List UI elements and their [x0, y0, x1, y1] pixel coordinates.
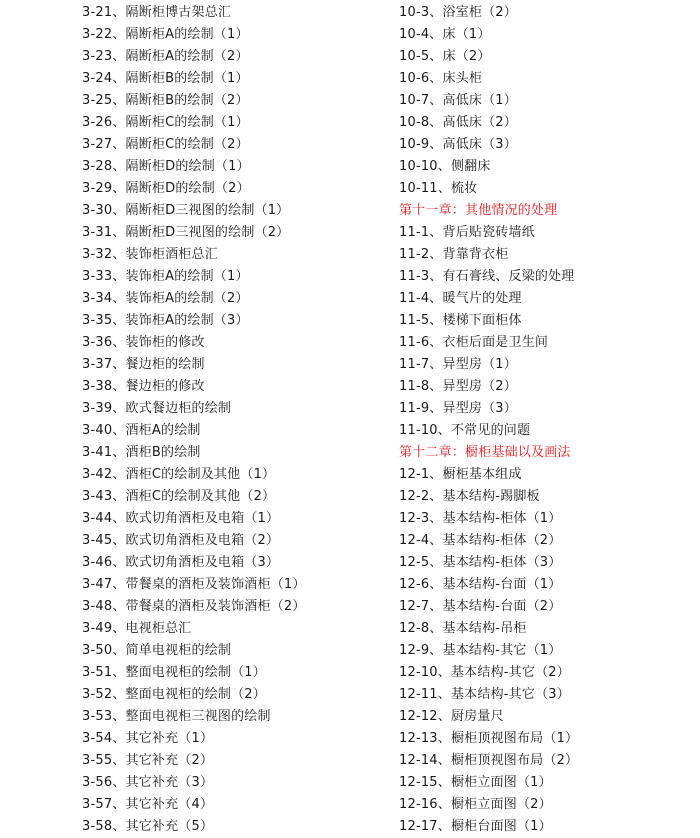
toc-entry[interactable]: 12-9、基本结构-其它（1）: [399, 643, 562, 658]
toc-entry[interactable]: 11-10、不常见的问题: [399, 423, 531, 438]
toc-entry[interactable]: 10-3、浴室柜（2）: [399, 5, 517, 20]
toc-entry[interactable]: 11-9、异型房（3）: [399, 401, 517, 416]
toc-entry[interactable]: 12-17、橱柜台面图（1）: [399, 819, 552, 834]
toc-entry[interactable]: 3-30、隔断柜D三视图的绘制（1）: [82, 203, 290, 218]
toc-entry[interactable]: 3-22、隔断柜A的绘制（1）: [82, 27, 249, 42]
toc-entry[interactable]: 12-5、基本结构-柜体（3）: [399, 555, 562, 570]
toc-entry[interactable]: 12-7、基本结构-台面（2）: [399, 599, 562, 614]
toc-entry[interactable]: 3-54、其它补充（1）: [82, 731, 214, 746]
toc-entry[interactable]: 3-32、装饰柜酒柜总汇: [82, 247, 218, 262]
toc-entry[interactable]: 3-37、餐边柜的绘制: [82, 357, 205, 372]
toc-entry[interactable]: 10-7、高低床（1）: [399, 93, 517, 108]
toc-entry[interactable]: 3-58、其它补充（5）: [82, 819, 214, 834]
toc-entry[interactable]: 3-38、餐边柜的修改: [82, 379, 205, 394]
toc-entry[interactable]: 3-55、其它补充（2）: [82, 753, 214, 768]
chapter-heading: 第十二章：橱柜基础以及画法: [399, 445, 571, 460]
toc-entry[interactable]: 3-43、酒柜C的绘制及其他（2）: [82, 489, 276, 504]
toc-entry[interactable]: 12-3、基本结构-柜体（1）: [399, 511, 562, 526]
toc-entry[interactable]: 12-15、橱柜立面图（1）: [399, 775, 552, 790]
toc-entry[interactable]: 12-11、基本结构-其它（3）: [399, 687, 570, 702]
toc-entry[interactable]: 12-4、基本结构-柜体（2）: [399, 533, 562, 548]
toc-entry[interactable]: 10-10、侧翻床: [399, 159, 491, 174]
toc-entry[interactable]: 3-36、装饰柜的修改: [82, 335, 205, 350]
toc-entry[interactable]: 11-8、异型房（2）: [399, 379, 517, 394]
toc-entry[interactable]: 3-40、酒柜A的绘制: [82, 423, 201, 438]
toc-entry[interactable]: 11-6、衣柜后面是卫生间: [399, 335, 549, 350]
toc-entry[interactable]: 12-6、基本结构-台面（1）: [399, 577, 562, 592]
toc-entry[interactable]: 3-51、整面电视柜的绘制（1）: [82, 665, 266, 680]
toc-entry[interactable]: 12-12、厨房量尺: [399, 709, 504, 724]
toc-entry[interactable]: 3-46、欧式切角酒柜及电箱（3）: [82, 555, 280, 570]
toc-entry[interactable]: 3-34、装饰柜A的绘制（2）: [82, 291, 249, 306]
toc-entry[interactable]: 3-44、欧式切角酒柜及电箱（1）: [82, 511, 280, 526]
toc-entry[interactable]: 3-28、隔断柜D的绘制（1）: [82, 159, 250, 174]
toc-entry[interactable]: 11-2、背靠背衣柜: [399, 247, 509, 262]
toc-entry[interactable]: 12-14、橱柜顶视图布局（2）: [399, 753, 579, 768]
toc-right-column: [399, 2, 689, 838]
toc-entry[interactable]: 3-21、隔断柜博古架总汇: [82, 5, 232, 20]
toc-entry[interactable]: 3-57、其它补充（4）: [82, 797, 214, 812]
toc-entry[interactable]: 3-27、隔断柜C的绘制（2）: [82, 137, 249, 152]
toc-entry[interactable]: 3-35、装饰柜A的绘制（3）: [82, 313, 249, 328]
toc-entry[interactable]: 3-24、隔断柜B的绘制（1）: [82, 71, 249, 86]
toc-entry[interactable]: 3-39、欧式餐边柜的绘制: [82, 401, 232, 416]
toc-entry[interactable]: 3-53、整面电视柜三视图的绘制: [82, 709, 271, 724]
toc-entry[interactable]: 11-4、暖气片的处理: [399, 291, 522, 306]
toc-entry[interactable]: 3-50、简单电视柜的绘制: [82, 643, 232, 658]
toc-entry[interactable]: 12-8、基本结构-吊柜: [399, 621, 527, 636]
toc-entry[interactable]: 3-42、酒柜C的绘制及其他（1）: [82, 467, 276, 482]
toc-entry[interactable]: 3-29、隔断柜D的绘制（2）: [82, 181, 250, 196]
toc-entry[interactable]: 12-13、橱柜顶视图布局（1）: [399, 731, 579, 746]
toc-entry[interactable]: 11-1、背后贴瓷砖墙纸: [399, 225, 535, 240]
chapter-heading: 第十一章：其他情况的处理: [399, 203, 558, 218]
toc-entry[interactable]: 3-56、其它补充（3）: [82, 775, 214, 790]
toc-entry[interactable]: 3-26、隔断柜C的绘制（1）: [82, 115, 249, 130]
toc-entry[interactable]: 10-4、床（1）: [399, 27, 491, 42]
toc-entry[interactable]: 3-48、带餐桌的酒柜及装饰酒柜（2）: [82, 599, 306, 614]
toc-entry[interactable]: 10-9、高低床（3）: [399, 137, 517, 152]
toc-entry[interactable]: 12-2、基本结构-踢脚板: [399, 489, 540, 504]
toc-entry[interactable]: 12-1、橱柜基本组成: [399, 467, 522, 482]
toc-entry[interactable]: 10-5、床（2）: [399, 49, 491, 64]
toc-entry[interactable]: 3-31、隔断柜D三视图的绘制（2）: [82, 225, 290, 240]
toc-left-column: [82, 2, 382, 838]
toc-entry[interactable]: 12-16、橱柜立面图（2）: [399, 797, 552, 812]
toc-entry[interactable]: 3-25、隔断柜B的绘制（2）: [82, 93, 249, 108]
toc-entry[interactable]: 3-41、酒柜B的绘制: [82, 445, 201, 460]
toc-entry[interactable]: 11-7、异型房（1）: [399, 357, 517, 372]
toc-entry[interactable]: 3-45、欧式切角酒柜及电箱（2）: [82, 533, 280, 548]
toc-entry[interactable]: 10-6、床头柜: [399, 71, 483, 86]
toc-entry[interactable]: 3-47、带餐桌的酒柜及装饰酒柜（1）: [82, 577, 306, 592]
toc-entry[interactable]: 10-11、梳妆: [399, 181, 478, 196]
toc-entry[interactable]: 3-33、装饰柜A的绘制（1）: [82, 269, 249, 284]
toc-entry[interactable]: 3-52、整面电视柜的绘制（2）: [82, 687, 266, 702]
toc-entry[interactable]: 3-23、隔断柜A的绘制（2）: [82, 49, 249, 64]
toc-entry[interactable]: 12-10、基本结构-其它（2）: [399, 665, 570, 680]
toc-entry[interactable]: 11-5、楼梯下面柜体: [399, 313, 522, 328]
toc-entry[interactable]: 11-3、有石膏线、反梁的处理: [399, 269, 575, 284]
toc-entry[interactable]: 3-49、电视柜总汇: [82, 621, 192, 636]
toc-entry[interactable]: 10-8、高低床（2）: [399, 115, 517, 130]
